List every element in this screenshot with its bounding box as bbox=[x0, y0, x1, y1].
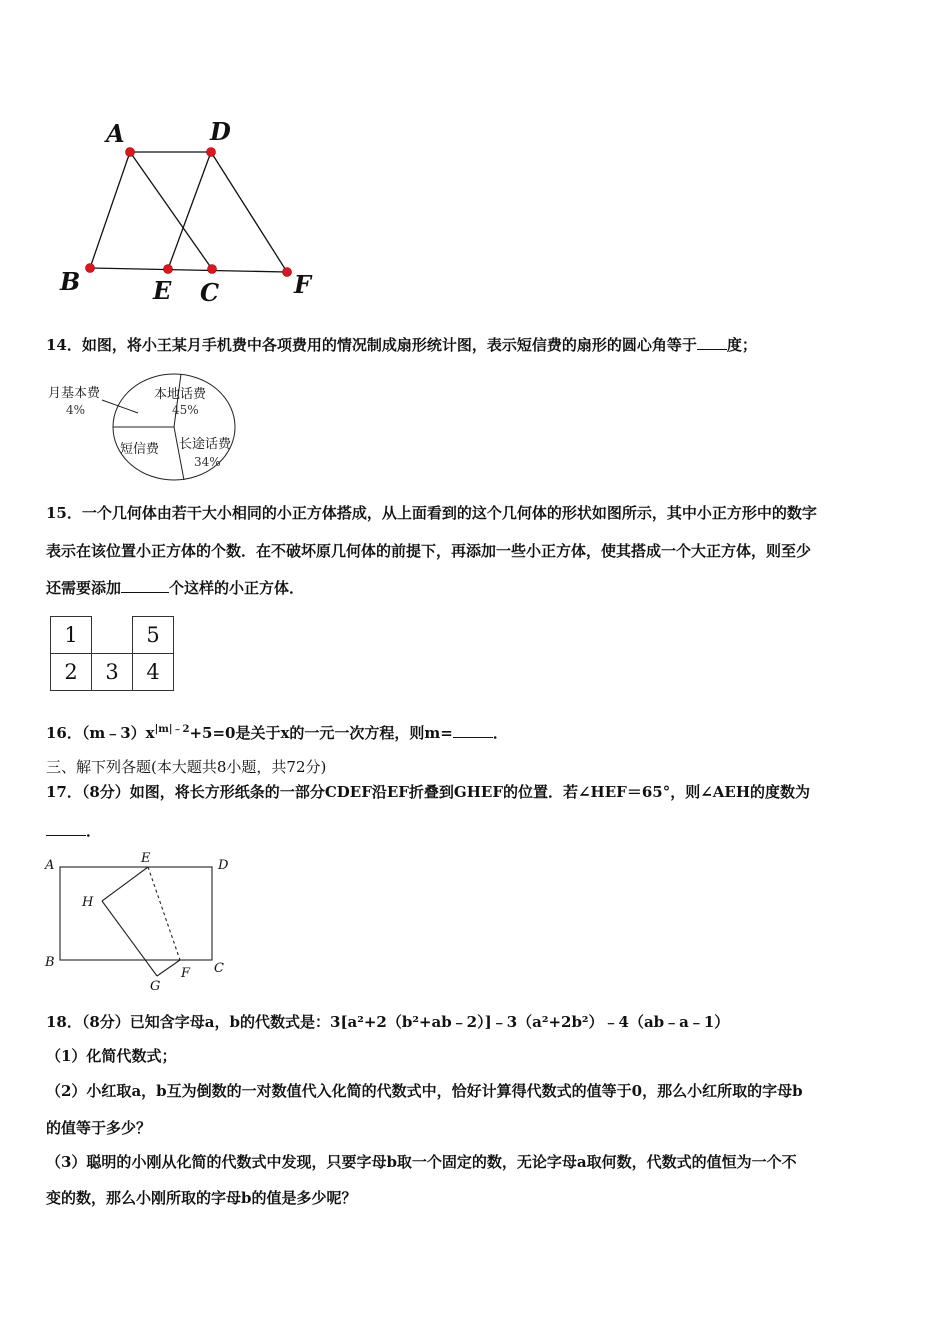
pie-label-monthly: 月基本费 bbox=[48, 386, 101, 401]
question-18-part2-line1: （2）小红取a，b互为倒数的一对数值代入化简的代数式中，恰好计算得代数式的值等于0，那么小红所取的字母b bbox=[46, 1082, 803, 1100]
q15-text-b: 个这样的小正方体． bbox=[169, 579, 305, 597]
label-c: C bbox=[200, 278, 220, 307]
pie-pct-long: 34% bbox=[194, 455, 221, 469]
pie-label-sms: 短信费 bbox=[120, 442, 160, 457]
section-3-heading: 三、解下列各题(本大题共8小题，共72分) bbox=[46, 758, 327, 776]
label-f: F bbox=[294, 270, 312, 299]
grid-cell: 4 bbox=[133, 654, 174, 691]
q16-text-b: +5=0是关于x的一元一次方程，则m= bbox=[189, 724, 453, 742]
pie-chart-phone-fees bbox=[44, 372, 244, 484]
grid-cell-empty bbox=[92, 617, 133, 654]
fig17-label-c: C bbox=[214, 961, 224, 976]
label-b: B bbox=[60, 267, 81, 296]
grid-cell: 2 bbox=[51, 654, 92, 691]
top-view-grid bbox=[50, 616, 174, 691]
q16-end: ． bbox=[492, 724, 508, 742]
q15-answer-blank bbox=[121, 578, 169, 593]
grid-cell: 1 bbox=[51, 617, 92, 654]
label-d: D bbox=[210, 117, 231, 146]
fig17-label-b: B bbox=[45, 955, 55, 970]
q14-text: 14．如图，将小王某月手机费中各项费用的情况制成扇形统计图，表示短信费的扇形的圆心角等于 bbox=[46, 336, 697, 354]
q17-answer-blank bbox=[46, 821, 86, 836]
fig17-label-d: D bbox=[218, 858, 229, 873]
fig17-label-e: E bbox=[141, 851, 151, 866]
label-e: E bbox=[153, 276, 172, 305]
question-14 bbox=[46, 334, 757, 356]
fig17-label-g: G bbox=[150, 979, 161, 994]
label-a: A bbox=[106, 119, 125, 148]
fig17-label-h: H bbox=[82, 895, 94, 910]
fig17-label-f: F bbox=[181, 966, 191, 981]
question-18-part3-line1: （3）聪明的小刚从化简的代数式中发现，只要字母b取一个固定的数，无论字母a取何数，代数式的值恒为一个不 bbox=[46, 1153, 797, 1171]
q14-tail: 度； bbox=[726, 336, 757, 354]
pie-pct-monthly: 4% bbox=[66, 403, 86, 417]
pie-label-local: 本地话费 bbox=[154, 387, 207, 402]
pie-pct-local: 45% bbox=[172, 403, 199, 417]
question-17: 17．（8分）如图，将长方形纸条的一部分CDEF沿EF折叠到GHEF的位置．若∠HEF＝65°，则∠AEH的度数为 bbox=[46, 783, 811, 801]
question-15-line2: 表示在该位置小正方体的个数．在不破坏原几何体的前提下，再添加一些小正方体，使其搭成一个大正方体，则至少 bbox=[46, 542, 812, 560]
grid-cell: 3 bbox=[92, 654, 133, 691]
q15-text-a: 还需要添加 bbox=[46, 579, 122, 597]
question-15-line3 bbox=[46, 577, 304, 599]
q16-text-a: 16．（m﹣3）x bbox=[46, 724, 155, 742]
question-18-part3-line2: 变的数，那么小刚所取的字母b的值是多少呢？ bbox=[46, 1189, 357, 1207]
question-18-part2-line2: 的值等于多少？ bbox=[46, 1119, 152, 1137]
question-15-line1: 15．一个几何体由若干大小相同的小正方体搭成，从上面看到的这个几何体的形状如图所示，其中小正方形中的数字 bbox=[46, 504, 817, 522]
q14-answer-blank bbox=[697, 335, 727, 350]
q16-answer-blank bbox=[453, 723, 493, 738]
question-16 bbox=[46, 719, 508, 744]
question-17-answer bbox=[46, 820, 101, 842]
fig17-label-a: A bbox=[45, 858, 55, 873]
pie-label-long: 长途话费 bbox=[179, 437, 232, 452]
question-18-line1: 18．（8分）已知含字母a，b的代数式是：3[a²+2（b²+ab﹣2）]﹣3（a²+2b²）﹣4（ab﹣a﹣1） bbox=[46, 1013, 730, 1031]
q17-end: ． bbox=[86, 822, 102, 840]
q16-exponent: |m|﹣2 bbox=[154, 724, 190, 735]
question-18-part1: （1）化简代数式； bbox=[46, 1047, 177, 1065]
geometry-figure-abdecf bbox=[50, 112, 340, 312]
folded-rectangle-figure bbox=[40, 846, 240, 996]
grid-cell: 5 bbox=[133, 617, 174, 654]
